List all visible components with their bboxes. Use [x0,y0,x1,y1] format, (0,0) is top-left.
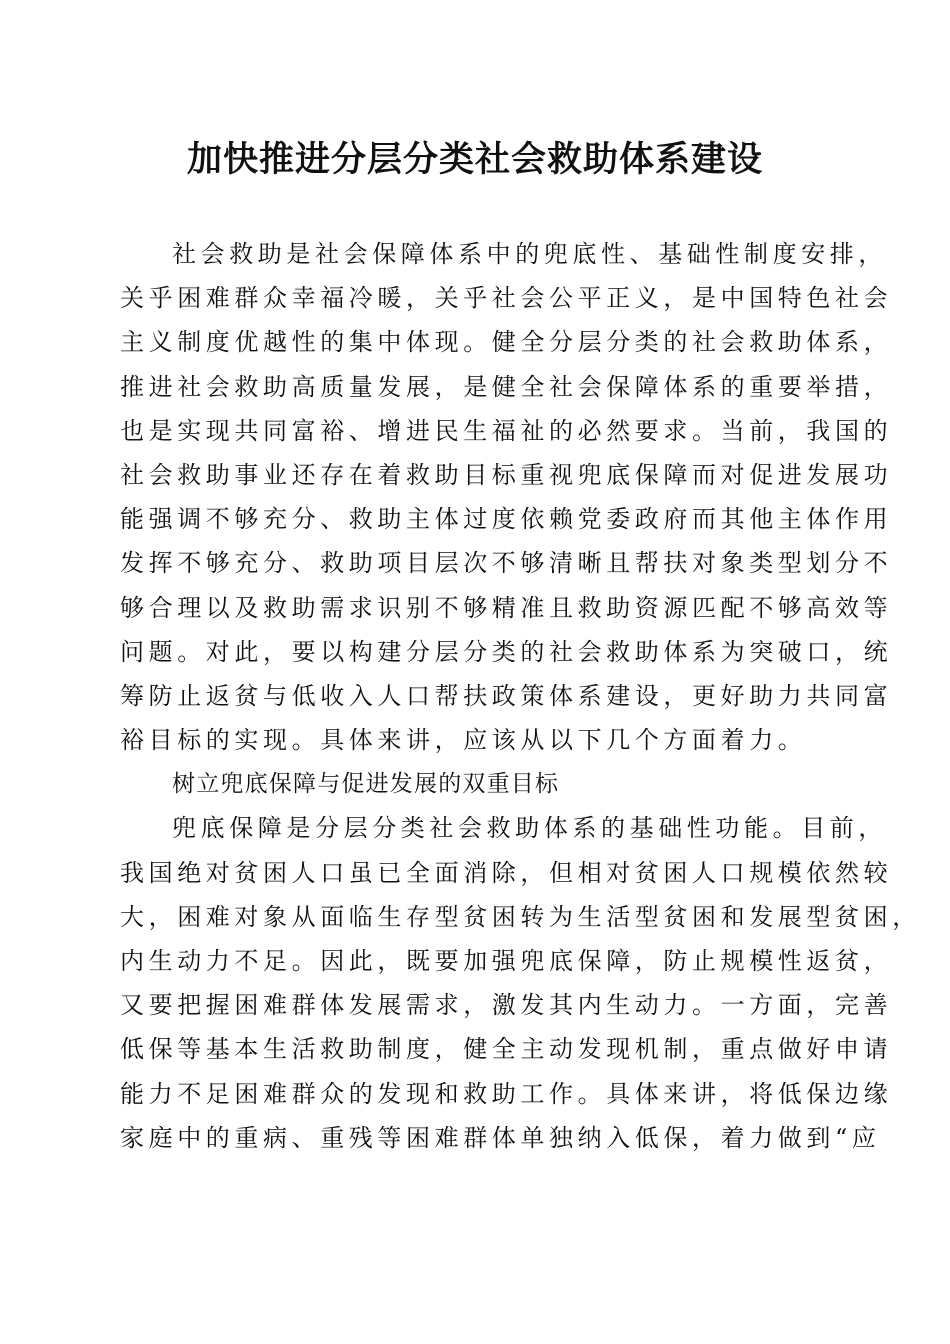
paragraph-line: 裕目标的实现。具体来讲，应该从以下几个方面着力。 [120,726,807,755]
paragraph-line: 低保等基本生活救助制度，健全主动发现机制，重点做好申请 [120,1035,893,1064]
paragraph-line: 筹防止返贫与低收入人口帮扶政策体系建设，更好助力共同富 [120,681,893,710]
paragraph-line: 主义制度优越性的集中体现。健全分层分类的社会救助体系， [120,328,893,357]
paragraph-line: 大，困难对象从面临生存型贫困转为生活型贫困和发展型贫困， [120,902,921,931]
paragraph-line: 也是实现共同富裕、增进民生福祉的必然要求。当前，我国的 [120,416,893,445]
paragraph-line: 问题。对此，要以构建分层分类的社会救助体系为突破口，统 [120,637,893,666]
paragraph-line: 够合理以及救助需求识别不够精准且救助资源匹配不够高效等 [120,593,893,622]
paragraph-line: 内生动力不足。因此，既要加强兜底保障，防止规模性返贫， [120,947,893,975]
paragraph-line: 又要把握困难群体发展需求，激发其内生动力。一方面，完善 [120,991,893,1020]
paragraph-line: 发挥不够充分、救助项目层次不够清晰且帮扶对象类型划分不 [120,549,893,578]
paragraph-line: 推进社会救助高质量发展，是健全社会保障体系的重要举措， [120,372,893,401]
paragraph-line: 兜底保障是分层分类社会救助体系的基础性功能。目前， [172,814,887,843]
paragraph-line: 家庭中的重病、重残等困难群体单独纳入低保，着力做到“应 [120,1123,881,1152]
document-body [120,232,921,1160]
paragraph-line: 能强调不够充分、救助主体过度依赖党委政府而其他主体作用 [120,505,893,534]
paragraph-line: 社会救助事业还存在着救助目标重视兜底保障而对促进发展功 [120,460,893,489]
paragraph-line: 社会救助是社会保障体系中的兜底性、基础性制度安排， [172,240,887,268]
paragraph-line: 能力不足困难群众的发现和救助工作。具体来讲，将低保边缘 [120,1079,893,1108]
paragraph-line: 我国绝对贫困人口虽已全面消除，但相对贫困人口规模依然较 [120,858,893,887]
paragraph-line: 关乎困难群众幸福冷暖，关乎社会公平正义，是中国特色社会 [120,284,893,313]
section-heading: 树立兜底保障与促进发展的双重目标 [172,771,560,798]
document-title: 加快推进分层分类社会救助体系建设 [186,139,763,180]
